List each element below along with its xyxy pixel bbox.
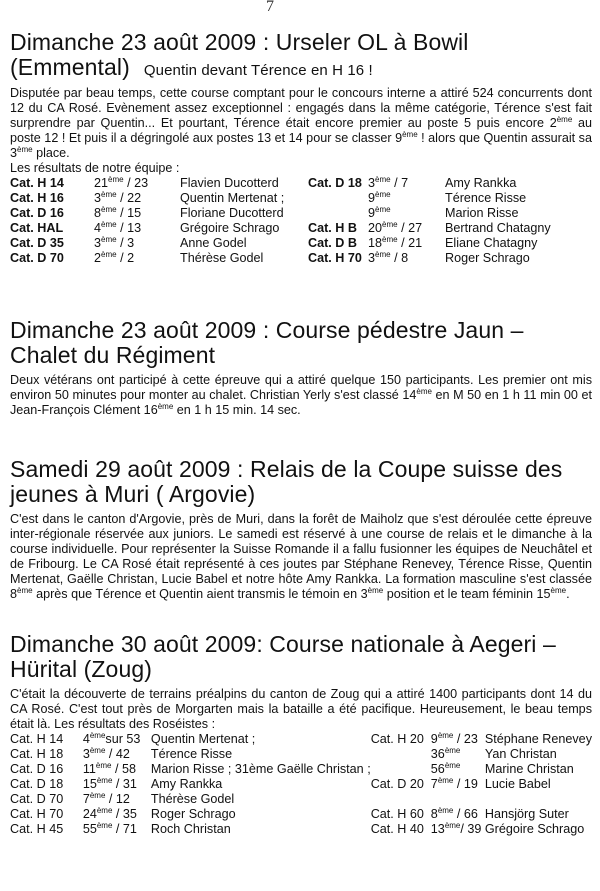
ordinal-suffix: ème [444,761,461,770]
rank-cell: 55ème / 71 [82,821,137,836]
ordinal-suffix: ème [96,806,113,815]
runner-name: Roch Christan [150,822,231,836]
ordinal-suffix: ème [96,821,113,830]
rank-cell: 7ème / 12 [82,791,130,806]
rank-cell: 7ème / 19 [430,776,478,791]
rank-cell: 20ème / 27 [368,220,423,235]
rank-cell: 21ème / 23 [94,175,149,190]
runner-name: Roger Schrago [445,251,530,265]
runner-name: Marion Risse [445,206,519,220]
ordinal-suffix: ème [375,175,391,184]
runner-name: Grégoire Schrago [484,822,585,836]
runner-name: Hansjörg Suter [484,807,569,821]
runner-name: Bertrand Chatagny [445,221,551,235]
rank-cell: 3ème / 7 [368,175,409,190]
body-text: en M 50 en 1 h 11 min 00 et Jean-François Clément 16 [10,388,593,417]
ordinal-suffix: ème [89,746,106,755]
ordinal-suffix: ème [101,250,117,259]
ordinal-suffix: ème [89,731,106,740]
runner-name: Roger Schrago [150,807,236,821]
article-body [10,86,592,161]
runner-name: Marion Risse ; 31ème Gaëlle Christan ; [150,762,371,776]
ordinal-suffix: ème [416,387,432,396]
article-body: C'était la découverte de terrains préalpins du canton de Zoug qui a attiré 1400 participants dont 14 du CA Rosé. C'est tout près de Morgarten mais la bataille a été pacifique. Heureusement, le beau temps était là. Les résultats des Roséistes : [10,687,592,731]
result-row [10,807,592,822]
ordinal-suffix: ème [108,175,124,184]
rank-cell: 56ème [430,761,461,776]
runner-name: Anne Godel [180,236,247,250]
article-title: Dimanche 30 août 2009: Course nationale à Aegeri – Hürital (Zoug) [10,631,556,682]
category-cell: Cat. H 45 [10,822,64,836]
rank-cell: 9ème [368,190,391,205]
ordinal-suffix: ème [95,761,112,770]
runner-name: Eliane Chatagny [445,236,538,250]
result-row [10,822,592,837]
runner-name: Marine Christan [484,762,574,776]
rank-cell: 4èmesur 53 [82,731,141,746]
ordinal-suffix: ème [444,821,461,830]
category-cell [308,191,368,206]
article-body [10,373,592,418]
runner-name: Quentin Mertenat ; [180,191,285,205]
category-cell: Cat. D 70 [10,251,64,265]
result-row [10,206,551,221]
ordinal-suffix: ème [17,145,33,154]
title-text: Dimanche 23 août 2009 : Urseler OL à Bowil (Emmental) [10,29,469,80]
ordinal-suffix: ème [96,776,113,785]
body-text: ! alors que Quentin assurait sa 3 [10,131,592,160]
rank-cell: 2ème / 2 [94,250,135,265]
rank-cell: 3ème / 8 [368,250,409,265]
category-cell [308,206,368,221]
ordinal-suffix: ème [437,776,454,785]
rank-cell: 15ème / 31 [82,776,137,791]
rank-cell: 13ème/ 39 [430,821,482,836]
category-cell: Cat. H 60 [370,807,424,821]
ordinal-suffix: ème [375,250,391,259]
result-row [10,236,551,251]
category-cell: Cat. D 35 [10,236,64,250]
ordinal-suffix: ème [437,731,454,740]
category-cell: Cat. D B [308,236,357,250]
rank-cell: 9ème [368,205,391,220]
body-text: . [566,587,570,601]
ordinal-suffix: ème [101,220,117,229]
article-relais-muri [10,457,592,602]
category-cell [371,747,431,762]
rank-cell [431,792,485,807]
result-row [10,792,592,807]
rank-cell: 8ème / 66 [430,806,478,821]
category-cell: Cat. H 14 [10,176,64,190]
category-cell: Cat. D 18 [10,777,64,791]
article-course-aegeri [10,632,592,837]
rank-cell: 4ème / 13 [94,220,142,235]
runner-name: Thérèse Godel [180,251,264,265]
article-urseler-ol [10,30,592,266]
result-row [10,732,592,747]
result-row [10,221,551,236]
ordinal-suffix: ème [375,190,391,199]
ordinal-suffix: ème [444,746,461,755]
ordinal-suffix: ème [101,205,117,214]
rank-cell: 8ème / 15 [94,205,142,220]
rank-cell: 3ème / 22 [94,190,142,205]
category-cell: Cat. H 16 [10,191,64,205]
category-cell: Cat. H B [308,221,357,235]
body-text: place. [32,146,70,160]
rank-cell: 3ème / 42 [82,746,130,761]
ordinal-suffix: ème [556,115,573,124]
category-cell [371,792,431,807]
result-row [10,191,551,206]
ordinal-suffix: ème [101,190,117,199]
ordinal-suffix: ème [402,130,418,139]
ordinal-suffix: ème [375,205,391,214]
body-text: au poste 12 ! Et puis il a dégringolé aux postes 13 et 14 pour se classer 9 [10,116,592,145]
category-cell: Cat. D 70 [10,792,64,806]
category-cell: Cat. H 70 [308,251,362,265]
article-body [10,512,592,602]
result-row [10,251,551,266]
category-cell: Cat. H 40 [370,822,424,836]
ordinal-suffix: ème [382,220,398,229]
article-title [10,30,592,83]
ordinal-suffix: ème [17,586,33,595]
ordinal-suffix: ème [157,402,174,411]
runner-name: Stéphane Renevey [484,732,592,746]
runner-name: Yan Christan [484,747,557,761]
runner-name: Thérèse Godel [150,792,235,806]
runner-name: Quentin Mertenat ; [150,732,256,746]
ordinal-suffix: ème [89,791,106,800]
article-course-jaun [10,318,592,418]
body-text: Deux vétérans ont participé à cette épreuve qui a attiré quelque 150 participants. Les premier ont mis environ 50 minutes pour monter au chalet. Christian Yerly s'est classé 14 [10,373,592,402]
results-label: Les résultats de notre équipe : [10,161,180,175]
body-text: Disputée par beau temps, cette course comptant pour le concours interne a attiré 524 concurrents dont 12 du CA Rosé. Evènement assez exceptionnel : engagés dans la même catégorie, Térence s'est fait surprendre par Quentin... Et pourtant, Térence était encore premier au poste 5 puis encore 2 [10,86,592,130]
category-cell [371,762,431,777]
rank-cell: 36ème [430,746,461,761]
ordinal-suffix: ème [382,235,398,244]
runner-name: Lucie Babel [484,777,551,791]
runner-name [485,792,592,807]
runner-name: Flavien Ducotterd [180,176,279,190]
rank-cell: 18ème / 21 [368,235,423,250]
category-cell: Cat. D 20 [370,777,424,791]
rank-cell: 24ème / 35 [82,806,137,821]
article-title: Dimanche 23 août 2009 : Course pédestre Jaun – Chalet du Régiment [10,317,524,368]
runner-name: Amy Rankka [445,176,517,190]
category-cell: Cat. D 16 [10,206,64,220]
runner-name: Térence Risse [445,191,527,205]
category-cell: Cat. H 14 [10,732,64,746]
category-cell: Cat. D 16 [10,762,64,776]
rank-cell: 3ème / 3 [94,235,135,250]
result-row [10,777,592,792]
results-table [10,176,551,266]
page-number: 7 [266,0,274,15]
article-title: Samedi 29 août 2009 : Relais de la Coupe suisse des jeunes à Muri ( Argovie) [10,456,563,507]
ordinal-suffix: ème [550,586,567,595]
body-text: position et le team féminin 15 [383,587,551,601]
body-text: C'est dans le canton d'Argovie, près de Muri, dans la forêt de Maiholz que s'est déroulée cette épreuve inter-régionale réservée aux juniors. Le samedi est réservé à une course de relais et le dimanche à la course individuelle. Pour représenter la Suisse Romande il a fallu fusionner les équipes de Neuchâtel et de Fribourg. Le CA Rosé était représenté à ces joutes par Stéphane Renevey, Térence Risse, Quentin Mertenat, Gaëlle Christan, Lucie Babel et notre hôte Amy Rankka. La formation masculine s'est classée 8 [10,512,592,601]
category-cell: Cat. D 18 [308,176,362,190]
category-cell: Cat. H 18 [10,747,64,761]
article-subtitle: Quentin devant Térence en H 16 ! [143,62,373,79]
ordinal-suffix: ème [101,235,117,244]
ordinal-suffix: ème [367,586,384,595]
category-cell: Cat. HAL [10,221,64,235]
results-table [10,732,592,837]
rank-cell: 11ème / 58 [82,761,136,776]
result-row [10,762,592,777]
body-text: après que Térence et Quentin aient transmis le témoin en 3 [32,587,368,601]
runner-name: Amy Rankka [150,777,223,791]
runner-name: Grégoire Schrago [180,221,280,235]
runner-name: Floriane Ducotterd [180,206,284,220]
result-row [10,747,592,762]
runner-name: Térence Risse [150,747,233,761]
body-text: en 1 h 15 min. 14 sec. [173,403,301,417]
rank-cell: 9ème / 23 [430,731,478,746]
category-cell: Cat. H 70 [10,807,64,821]
ordinal-suffix: ème [437,806,454,815]
category-cell: Cat. H 20 [370,732,424,746]
result-row [10,176,551,191]
